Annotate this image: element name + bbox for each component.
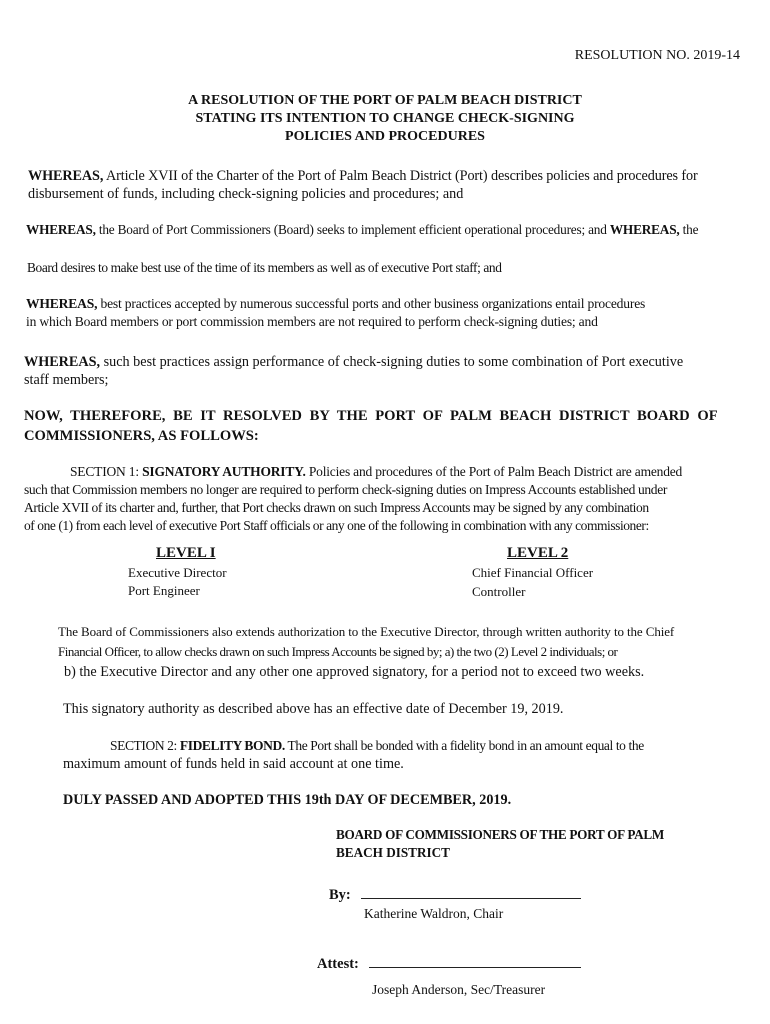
level-1-member: Executive Director (128, 565, 227, 580)
section-2-line-2: maximum amount of funds held in said account at one time. (63, 756, 404, 772)
by-label: By: (329, 887, 351, 903)
effective-date: This signatory authority as described above has an effective date of December 19, 2019. (63, 701, 564, 717)
attest-label: Attest: (317, 956, 359, 972)
level-2-member: Controller (472, 584, 526, 599)
whereas-2-tail: the (682, 222, 699, 237)
duly-passed: DULY PASSED AND ADOPTED THIS 19th DAY OF DECEMBER, 2019. (63, 792, 512, 808)
section-2-text: The Port shall be bonded with a fidelity bond in an amount equal to the (287, 738, 644, 753)
section-1-line-3: Article XVII of its charter and, further, that Port checks drawn on such Impress Accounts may be signed by any combination (24, 500, 649, 515)
whereas-4-line-1 (26, 295, 645, 313)
extension-line-2: Financial Officer, to allow checks drawn on such Impress Accounts be signed by; a) the two (2) Level 2 individuals; or (58, 644, 618, 659)
section-number: SECTION 2: (110, 738, 177, 753)
board-line-1: BOARD OF COMMISSIONERS OF THE PORT OF PALM (336, 827, 664, 842)
whereas-2-line (26, 221, 698, 239)
whereas-3-line: Board desires to make best use of the time of its members as well as of executive Port staff; and (27, 260, 502, 275)
level-2-member: Chief Financial Officer (472, 565, 594, 580)
level-1-member: Port Engineer (128, 583, 200, 598)
resolution-number: RESOLUTION NO. 2019-14 (574, 48, 740, 63)
level-2-heading: LEVEL 2 (507, 545, 569, 561)
whereas-5-text: such best practices assign performance of check-signing duties to some combination of Port executive (103, 354, 684, 370)
resolved-line-1: NOW, THEREFORE, BE IT RESOLVED BY THE PORT OF PALM BEACH DISTRICT BOARD OF (24, 408, 718, 424)
section-1-line-2: such that Commission members no longer are required to perform check-signing duties on Impress Accounts established under (24, 482, 667, 497)
whereas-lead: WHEREAS, (609, 222, 680, 237)
section-heading: FIDELITY BOND. (179, 738, 285, 753)
whereas-2-text: the Board of Port Commissioners (Board) seeks to implement efficient operational procedures; and (98, 222, 607, 237)
whereas-lead: WHEREAS, (24, 354, 101, 370)
title-line-3: POLICIES AND PROCEDURES (285, 129, 485, 144)
board-line-2: BEACH DISTRICT (336, 845, 450, 860)
title-line-2: STATING ITS INTENTION TO CHANGE CHECK-SIGNING (195, 111, 575, 126)
section-1-text: Policies and procedures of the Port of Palm Beach District are amended (308, 464, 683, 479)
whereas-lead: WHEREAS, (28, 168, 104, 184)
chair-name: Katherine Waldron, Chair (364, 906, 504, 921)
level-1-heading: LEVEL I (156, 545, 216, 561)
extension-line-1: The Board of Commissioners also extends authorization to the Executive Director, through written authority to the Chief (58, 624, 675, 639)
section-1-line-1 (70, 463, 682, 481)
whereas-5-line-2: staff members; (24, 372, 109, 388)
attest-signature-line (317, 955, 581, 973)
title-line-1: A RESOLUTION OF THE PORT OF PALM BEACH DISTRICT (188, 93, 582, 108)
treasurer-name: Joseph Anderson, Sec/Treasurer (372, 982, 546, 997)
whereas-1-line-1 (28, 167, 698, 185)
signature-blank (369, 955, 581, 968)
section-2-line-1 (110, 737, 644, 755)
section-number: SECTION 1: (70, 464, 139, 479)
whereas-lead: WHEREAS, (26, 222, 96, 237)
signature-blank (361, 886, 581, 899)
whereas-1-text: Article XVII of the Charter of the Port of Palm Beach District (Port) describes policies and procedures for (105, 168, 698, 184)
whereas-4-line-2: in which Board members or port commission members are not required to perform check-signing duties; and (26, 314, 598, 329)
by-signature-line (329, 886, 581, 904)
section-1-line-4: of one (1) from each level of executive Port Staff officials or any one of the following in combination with any commissioner: (24, 518, 649, 533)
whereas-lead: WHEREAS, (26, 296, 98, 311)
extension-line-3: b) the Executive Director and any other one approved signatory, for a period not to exceed two weeks. (64, 664, 645, 680)
whereas-4-text: best practices accepted by numerous successful ports and other business organizations entail procedures (100, 296, 646, 311)
whereas-5-line-1 (24, 353, 683, 371)
whereas-1-line-2: disbursement of funds, including check-signing policies and procedures; and (28, 186, 464, 202)
resolved-line-2: COMMISSIONERS, AS FOLLOWS: (24, 428, 259, 444)
section-heading: SIGNATORY AUTHORITY. (142, 464, 306, 479)
